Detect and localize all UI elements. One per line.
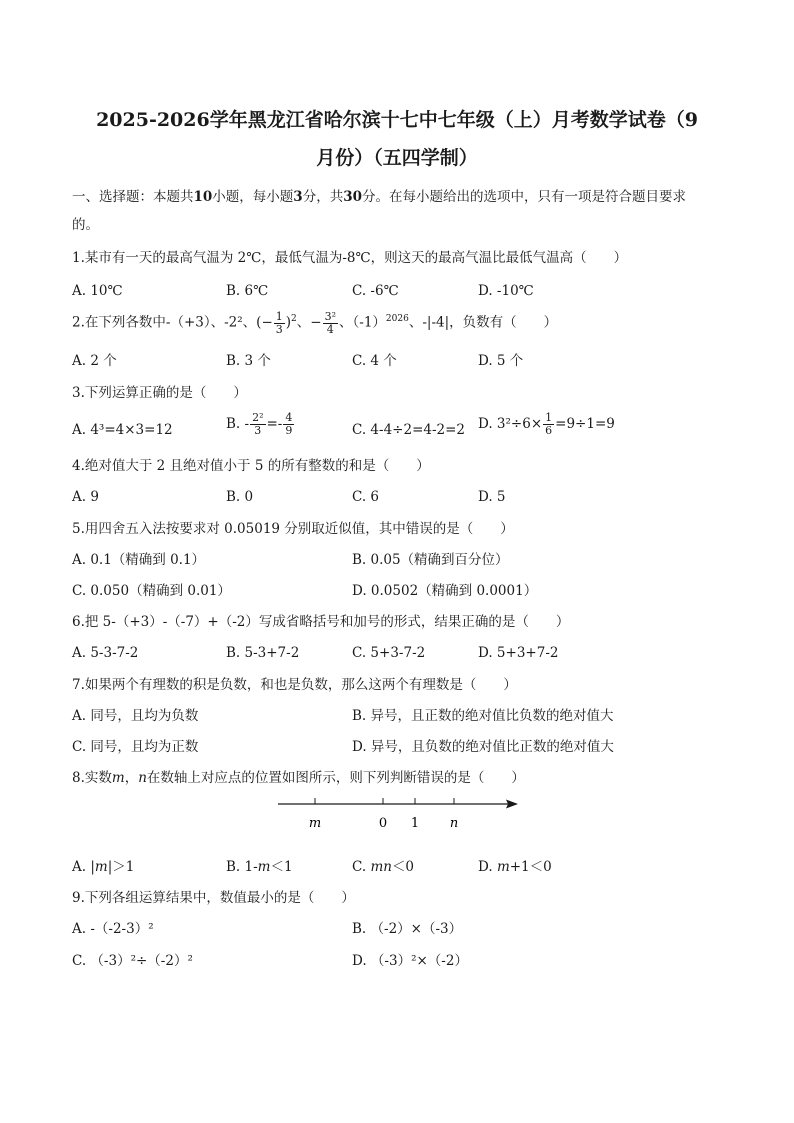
question-5-option-c: C. 0.050（精确到 0.01） <box>72 583 231 599</box>
question-5-option-d: D. 0.0502（精确到 0.0001） <box>352 583 538 599</box>
question-7-option-a: A. 同号，且均为负数 <box>72 708 199 724</box>
question-8-option-a: A. |m|＞1 <box>72 859 135 875</box>
label-1: 1 <box>410 816 420 831</box>
question-1-option-b: B. 6℃ <box>226 283 269 299</box>
question-2-option-b: B. 3 个 <box>226 353 271 369</box>
question-8-option-b: B. 1-m＜1 <box>226 859 293 875</box>
question-9-option-b: B. （-2）×（-3） <box>352 921 463 937</box>
question-1-option-c: C. -6℃ <box>352 283 399 299</box>
question-2-stem: 2.在下列各数中-（+3）、-2²、(− $\frac{1}{3}$ )$^2$、− $\frac{\text{3²}}{4}$ 、$(-1)^{2026}$、-|-4|，负数有（ ） <box>72 309 558 336</box>
question-4-option-c: C. 6 <box>352 489 380 505</box>
question-4-option-a: A. 9 <box>72 489 99 505</box>
question-4-option-d: D. 5 <box>478 489 506 505</box>
question-2-option-c: C. 4 个 <box>352 353 397 369</box>
question-3-option-a: A. 4³=4×3=12 <box>72 422 173 438</box>
question-6-option-d: D. 5+3+7-2 <box>478 645 559 661</box>
fraction: $\frac{4}{9}$ <box>285 411 293 437</box>
question-6-option-b: B. 5-3+7-2 <box>226 645 300 661</box>
label-m: m <box>308 816 322 831</box>
question-6-option-c: C. 5+3-7-2 <box>352 645 426 661</box>
question-5-option-a: A. 0.1（精确到 0.1） <box>72 552 206 568</box>
question-7-option-b: B. 异号，且正数的绝对值比负数的绝对值大 <box>352 708 614 724</box>
question-3-option-c: C. 4-4÷2=4-2=2 <box>352 422 466 438</box>
fraction: $\frac{1}{3}$ <box>275 309 283 336</box>
question-5-option-b: B. 0.05（精确到百分位） <box>352 552 509 568</box>
question-2-option-d: D. 5 个 <box>478 353 524 369</box>
number-line-figure <box>270 790 530 850</box>
fraction: $\frac{\text{3²}}{4}$ <box>324 309 337 336</box>
question-3-option-b: B. - $\frac{\text{2²}}{3}$ =- $\frac{4}{9}$ <box>226 411 293 437</box>
section-instructions-line-2: 的。 <box>72 217 99 233</box>
question-3-stem: 3.下列运算正确的是（ ） <box>72 385 247 401</box>
question-1-stem: 1.某市有一天的最高气温为 2℃，最低气温为-8℃，则这天的最高气温比最低气温高（ ） <box>72 250 628 266</box>
question-8-option-d: D. m+1＜0 <box>478 859 552 875</box>
question-9-option-c: C. （-3）²÷（-2）² <box>72 953 193 969</box>
question-4-stem: 4.绝对值大于 2 且绝对值小于 5 的所有整数的和是（ ） <box>72 458 430 474</box>
question-6-stem: 6.把 5-（+3）-（-7）+（-2）写成省略括号和加号的形式，结果正确的是（ ） <box>72 614 570 630</box>
page-title-line-2: 月份）（五四学制） <box>316 147 478 169</box>
question-1-option-a: A. 10℃ <box>72 283 123 299</box>
section-instructions: 一、选择题：本题共10小题，每小题3分，共30分。在每小题给出的选项中，只有一项是符合题目要求 <box>72 189 686 205</box>
question-8-stem: 8.实数m，n在数轴上对应点的位置如图所示，则下列判断错误的是（ ） <box>72 770 525 786</box>
question-5-stem: 5.用四舍五入法按要求对 0.05019 分别取近似值，其中错误的是（ ） <box>72 521 514 537</box>
label-n: n <box>449 816 459 831</box>
question-9-stem: 9.下列各组运算结果中，数值最小的是（ ） <box>72 890 355 906</box>
question-2-option-a: A. 2 个 <box>72 353 117 369</box>
question-7-stem: 7.如果两个有理数的积是负数，和也是负数，那么这两个有理数是（ ） <box>72 677 517 693</box>
question-6-option-a: A. 5-3-7-2 <box>72 645 139 661</box>
fraction: $\frac{\text{2²}}{3}$ <box>252 411 264 437</box>
question-9-option-a: A. -（-2-3）² <box>72 921 154 937</box>
question-7-option-c: C. 同号，且均为正数 <box>72 739 199 755</box>
question-7-option-d: D. 异号，且负数的绝对值比正数的绝对值大 <box>352 739 614 755</box>
question-4-option-b: B. 0 <box>226 489 254 505</box>
label-0: 0 <box>378 816 388 831</box>
question-1-option-d: D. -10℃ <box>478 283 534 299</box>
question-8-option-c: C. mn＜0 <box>352 859 415 875</box>
fraction: $\frac{1}{6}$ <box>545 411 553 437</box>
page-title-line-1: 2025-2026学年黑龙江省哈尔滨十七中七年级（上）月考数学试卷（9 <box>96 109 698 131</box>
question-3-option-d: D. 3²÷6× $\frac{1}{6}$ =9÷1=9 <box>478 411 615 437</box>
question-9-option-d: D. （-3）²×（-2） <box>352 953 468 969</box>
